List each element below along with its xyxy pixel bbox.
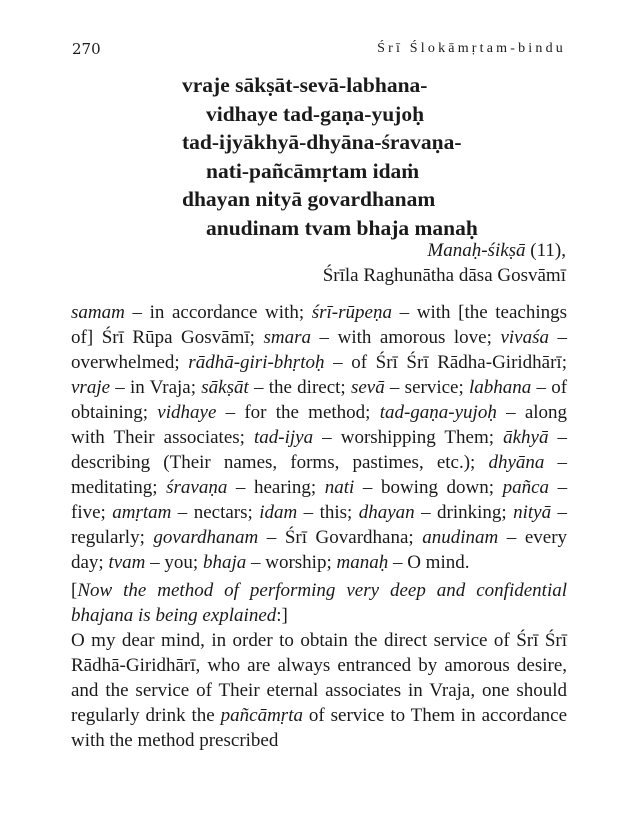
synonym-entry: vidhaye – for the method; [157, 402, 371, 423]
synonym-entry: nati – bowing down; [324, 477, 495, 498]
synonym-meaning: five; [71, 502, 106, 523]
synonym-meaning: Śrī Govardhana; [284, 527, 414, 548]
synonym-entry: vraje – in Vraja; [71, 377, 197, 398]
synonyms [71, 300, 567, 575]
synonym-entry: dhyāna – meditating; [71, 452, 568, 498]
synonym-word: idam [259, 502, 298, 523]
synonym-meaning: in Vraja; [130, 377, 197, 398]
synonym-word: sākṣāt [201, 377, 249, 398]
synonym-entry: śrī-rūpeṇa – with [the teachings of] Śrī Rūpa Gosvāmī; [71, 302, 568, 348]
synonym-meaning: this; [319, 502, 353, 523]
synonym-entry: bhaja – worship; [202, 552, 332, 573]
synonym-word: nati [324, 477, 355, 498]
citation-number: (11), [530, 240, 566, 261]
synonym-entry: ākhyā – describing (Their names, forms, pastimes, etc.); [71, 427, 568, 473]
verse-line: tad-ijyākhyā-dhyāna-śravaṇa- [182, 130, 462, 154]
translation-intro: [Now the method of performing very deep and confidential bhajana is being explained:] [71, 580, 567, 626]
synonym-entry: sevā – service; [350, 377, 464, 398]
synonym-entry: amṛtam – nectars; [112, 502, 253, 523]
synonym-entry: nityā – regularly; [71, 502, 568, 548]
synonym-meaning: along with Their associates; [71, 402, 568, 448]
synonym-word: smara [263, 327, 312, 348]
synonym-word: dhayan [358, 502, 415, 523]
synonym-word: vraje [71, 377, 111, 398]
synonym-word: govardhanam [153, 527, 259, 548]
synonym-meaning: nectars; [193, 502, 253, 523]
synonym-word: vidhaye [157, 402, 217, 423]
synonym-entry: dhayan – drinking; [358, 502, 507, 523]
synonym-entry: samam – in accordance with; [71, 302, 305, 323]
synonym-word: śravaṇa [166, 477, 228, 498]
synonym-meaning: service; [404, 377, 464, 398]
synonym-meaning: regularly; [71, 527, 145, 548]
verse-line: dhayan nityā govardhanam [182, 187, 436, 211]
citation [323, 238, 566, 288]
synonym-entry: tad-gaṇa-yujoḥ – along with Their associates; [71, 402, 568, 448]
synonym-entry: pañca – five; [71, 477, 568, 523]
synonym-meaning: with amorous love; [337, 327, 492, 348]
synonym-word: manaḥ [336, 552, 389, 573]
synonym-entry: anudinam – every day; [71, 527, 568, 573]
verse-line: anudinam tvam bhaja manaḥ [206, 215, 478, 240]
synonym-word: tvam [108, 552, 146, 573]
synonym-entry: śravaṇa – hearing; [166, 477, 317, 498]
synonym-word: rādhā-giri-bhṛtoḥ [188, 352, 325, 373]
synonym-meaning: worshipping Them; [340, 427, 495, 448]
citation-source: Manaḥ-śikṣā [427, 240, 526, 261]
synonym-word: sevā [350, 377, 385, 398]
synonym-word: samam [71, 302, 125, 323]
running-head: Śrī Ślokāmṛtam-bindu [377, 41, 566, 56]
synonym-meaning: overwhelmed; [71, 352, 180, 373]
synonym-meaning: meditating; [71, 477, 158, 498]
synonym-word: tad-ijya [254, 427, 314, 448]
synonym-entry: manaḥ – O mind. [336, 552, 470, 573]
synonym-entry: tvam – you; [108, 552, 199, 573]
synonym-word: vivaśa [500, 327, 549, 348]
synonym-meaning: bowing down; [380, 477, 495, 498]
synonym-entry: tad-ijya – worshipping Them; [254, 427, 495, 448]
synonym-word: labhana [468, 377, 532, 398]
synonym-word: ākhyā [503, 427, 549, 448]
synonym-word: tad-gaṇa-yujoḥ [379, 402, 497, 423]
synonym-word: anudinam [422, 527, 499, 548]
synonym-meaning: of obtaining; [71, 377, 568, 423]
synonym-meaning: drinking; [437, 502, 507, 523]
synonym-meaning: O mind. [407, 552, 470, 573]
translation [71, 578, 567, 753]
synonym-entry: sākṣāt – the direct; [201, 377, 346, 398]
synonym-meaning: the direct; [268, 377, 346, 398]
synonym-entry: labhana – of obtaining; [71, 377, 568, 423]
synonym-meaning: describing (Their names, forms, pastimes, etc.); [71, 452, 476, 473]
verse [182, 71, 478, 242]
synonym-meaning: every day; [71, 527, 568, 573]
synonym-entry: smara – with amorous love; [263, 327, 492, 348]
synonym-meaning: in accordance with; [149, 302, 305, 323]
synonym-word: pañca [502, 477, 550, 498]
synonym-entry: rādhā-giri-bhṛtoḥ – of Śrī Śrī Rādha-Giridhārī; [188, 352, 567, 373]
page-number: 270 [72, 40, 101, 58]
verse-line: vraje sākṣāt-sevā-labhana- [182, 73, 428, 97]
synonym-entry: idam – this; [259, 502, 353, 523]
citation-author: Śrīla Raghunātha dāsa Gosvāmī [322, 265, 566, 286]
verse-line: nati-pañcāmṛtam idaṁ [206, 158, 420, 183]
translation-term: pañcāmṛta [220, 705, 303, 726]
synonym-meaning: worship; [265, 552, 332, 573]
synonym-meaning: with [the teachings of] Śrī Rūpa Gosvāmī; [71, 302, 568, 348]
synonym-word: dhyāna [488, 452, 545, 473]
synonym-word: nityā [513, 502, 552, 523]
synonym-word: amṛtam [112, 502, 172, 523]
synonym-meaning: hearing; [253, 477, 317, 498]
synonym-meaning: for the method; [244, 402, 371, 423]
synonym-word: śrī-rūpeṇa [311, 302, 392, 323]
verse-line: vidhaye tad-gaṇa-yujoḥ [206, 101, 425, 126]
synonym-entry: govardhanam – Śrī Govardhana; [153, 527, 414, 548]
synonym-word: bhaja [202, 552, 247, 573]
synonym-meaning: of Śrī Śrī Rādha-Giridhārī; [351, 352, 567, 373]
translation-body: O my dear mind, in order to obtain the direct service of Śrī Śrī Rādhā-Giridhārī, who are always entranced by amorous desire, and the service of Their eternal associates in Vraja, one should regularly drink the pañcāmṛta of service to Them in accordance with the method prescribed [71, 630, 568, 751]
synonym-entry: vivaśa – overwhelmed; [71, 327, 568, 373]
synonym-meaning: you; [164, 552, 199, 573]
